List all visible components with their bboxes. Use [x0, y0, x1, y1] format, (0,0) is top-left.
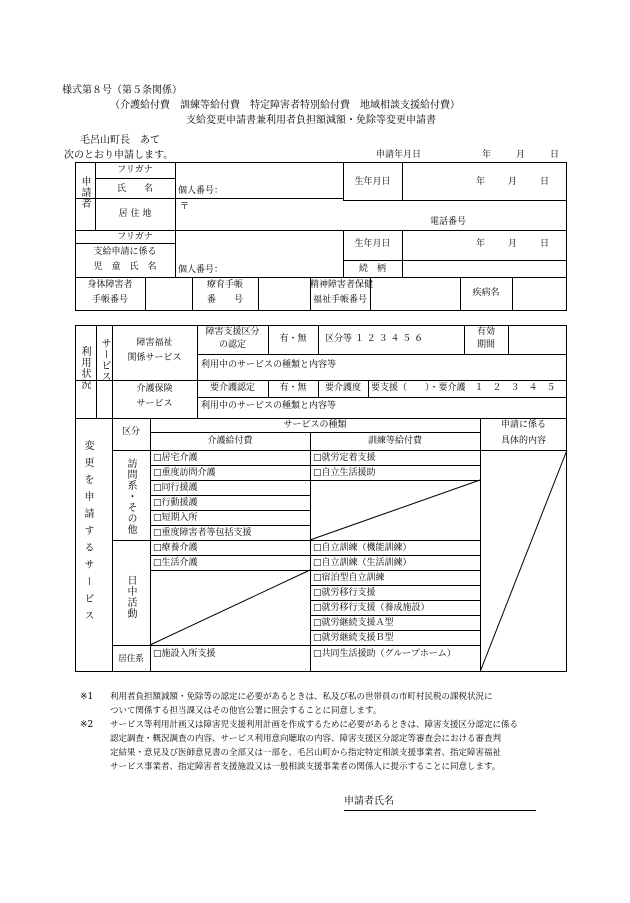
- applicant-birth-month: 月: [508, 177, 518, 187]
- home-care-item: □重度訪問介護: [153, 468, 216, 478]
- care-in-use: 利用中のサービスの種類と内容等: [201, 401, 337, 411]
- applicant-furigana: フリガナ: [117, 165, 153, 175]
- applicant-individual-number: 個人番号：: [178, 186, 224, 196]
- category-res: 居住系: [118, 654, 144, 664]
- physical-handbook-2: 手帳番号: [91, 295, 128, 305]
- home-care-item: □同行援護: [153, 483, 198, 493]
- date-month: 月: [516, 150, 526, 160]
- res-care-item: □施設入所支援: [153, 649, 216, 659]
- mental-handbook-2: 福祉手帳番号: [312, 295, 367, 305]
- category-day: 日中活動: [125, 575, 136, 619]
- support-cert-2: の認定: [218, 340, 246, 350]
- form-number: 様式第８号（第５条関係）: [62, 85, 182, 96]
- day-training-item: □自立訓練（機能訓練）: [313, 543, 412, 553]
- care-cert: 要介護認定: [209, 383, 255, 393]
- phone-label: 電話番号: [430, 217, 467, 227]
- valid-period-1: 有効: [476, 327, 495, 337]
- care-level-label: 要介護度: [324, 383, 361, 393]
- date-day: 日: [550, 150, 560, 160]
- signature-line: [344, 810, 536, 811]
- title-line2: 支給変更申請書兼利用者負担額減額・免除等変更申請書: [186, 115, 436, 126]
- note2-line2: 認定調査・概況調査の内容、サービス利用意向聴取の内容、障害支援区分認定等審査会における審査判: [110, 734, 502, 744]
- category-header: 区分: [121, 427, 140, 437]
- training-pay-header: 訓練等給付費: [367, 436, 422, 446]
- day-care-item: □療養介護: [153, 543, 198, 553]
- day-training-item: □宿泊型自立訓練: [313, 573, 385, 583]
- application-date-label: 申請年月日: [376, 150, 422, 160]
- details-header-1: 申請に係る: [500, 420, 546, 430]
- support-cert-1: 障害支援区分: [205, 327, 260, 337]
- applicant-address-label: 居 住 地: [118, 209, 152, 219]
- note1-line1: 利用者負担額減額・免除等の認定に必要があるときは、私及び私の世帯員の市町村民税の課税状況に: [110, 692, 493, 702]
- note2-line3: 定結果・意見及び医師意見書の全部又は一部を、毛呂山町から指定特定相談支援事業者、指定障害福祉: [110, 748, 502, 758]
- welfare-in-use: 利用中のサービスの種類と内容等: [201, 360, 337, 370]
- applicant-birth-day: 日: [540, 177, 550, 187]
- usage-section-label-b: サービス: [99, 338, 110, 382]
- intro: 次のとおり申請します。: [64, 150, 174, 161]
- addressee: 毛呂山町長 あて: [80, 135, 160, 146]
- title-line1: （介護給付費 訓練等給付費 特定障害者特別給付費 地域相談支援給付費）: [110, 100, 460, 111]
- child-relation: 続 柄: [358, 264, 386, 274]
- day-training-item: □就労継続支援Ｂ型: [313, 633, 394, 643]
- care-label-1: 介護保険: [136, 384, 173, 394]
- rehab-handbook-2: 番 号: [206, 295, 243, 305]
- signature-label: 申請者氏名: [344, 796, 394, 807]
- day-training-item: □就労移行支援: [313, 588, 376, 598]
- change-section-label: 変更を申請するサービス: [82, 440, 93, 627]
- category-home: 訪問系・その他: [125, 458, 136, 535]
- rehab-handbook-1: 療育手帳: [206, 280, 243, 290]
- valid-period-2: 期間: [476, 340, 495, 350]
- day-training-item: □自立訓練（生活訓練）: [313, 558, 412, 568]
- care-yes-no: 有・無: [279, 383, 307, 393]
- child-birth-day: 日: [540, 239, 550, 249]
- child-birth-date: 生年月日: [354, 239, 391, 249]
- res-training-item: □共同生活援助（グループホーム）: [313, 649, 456, 659]
- note2-mark: ※2: [80, 720, 94, 730]
- child-furigana: フリガナ: [117, 232, 153, 242]
- home-training-item: □自立生活援助: [313, 468, 376, 478]
- applicant-birth-date: 生年月日: [354, 177, 391, 187]
- child-individual-number: 個人番号：: [178, 265, 224, 275]
- day-care-item: □生活介護: [153, 558, 198, 568]
- physical-handbook-1: 身体障害者: [87, 280, 133, 290]
- child-birth-year: 年: [476, 239, 486, 249]
- note1-mark: ※1: [80, 692, 94, 702]
- day-training-item: □就労移行支援（養成施設）: [313, 603, 430, 613]
- welfare-label-2: 関係サービス: [127, 353, 182, 363]
- mental-handbook-1: 精神障害者保健: [310, 280, 374, 290]
- home-care-item: □居宅介護: [153, 453, 198, 463]
- care-label-2: サービス: [136, 399, 173, 409]
- note1-line2: ついて関係する担当課又はその他官公署に照会することに同意します。: [110, 706, 382, 716]
- home-care-item: □重度障害者等包括支援: [153, 528, 252, 538]
- child-name-label-1: 支給申請に係る: [93, 247, 157, 257]
- postal-mark: 〒: [180, 202, 190, 212]
- care-pay-header: 介護給付費: [207, 436, 253, 446]
- day-training-item: □就労継続支援Ａ型: [313, 618, 394, 628]
- service-type-header: サービスの種類: [283, 420, 347, 430]
- support-class: 区分等 １ ２ ３ ４ ５ ６: [325, 334, 424, 344]
- applicant-birth-year: 年: [476, 177, 486, 187]
- home-care-item: □行動援護: [153, 498, 198, 508]
- child-name-label-2: 児 童 氏 名: [93, 262, 157, 272]
- home-care-item: □短期入所: [153, 513, 198, 523]
- welfare-label-1: 障害福祉: [136, 338, 173, 348]
- note2-line1: サービス等利用計画又は障害児支援利用計画を作成するために必要があるときは、障害支援区分認定に係る: [110, 720, 519, 730]
- usage-section-label-a: 利用状況: [79, 346, 90, 390]
- applicant-name-label: 氏 名: [116, 184, 153, 194]
- child-birth-month: 月: [508, 239, 518, 249]
- details-header-2: 具体的内容: [500, 436, 546, 446]
- home-training-item: □就労定着支援: [313, 453, 376, 463]
- support-yes-no: 有・無: [279, 334, 307, 344]
- note2-line4: サービス事業者、指定障害者支援施設又は一般相談支援事業者の関係人に提示することに同意します。: [110, 762, 501, 772]
- applicant-section-label: 申請者: [79, 176, 90, 209]
- disease-label: 疾病名: [472, 288, 500, 298]
- date-year: 年: [482, 150, 492, 160]
- care-level-values: 要支援（ ）・要介護 １ ２ ３ ４ ５: [371, 383, 556, 393]
